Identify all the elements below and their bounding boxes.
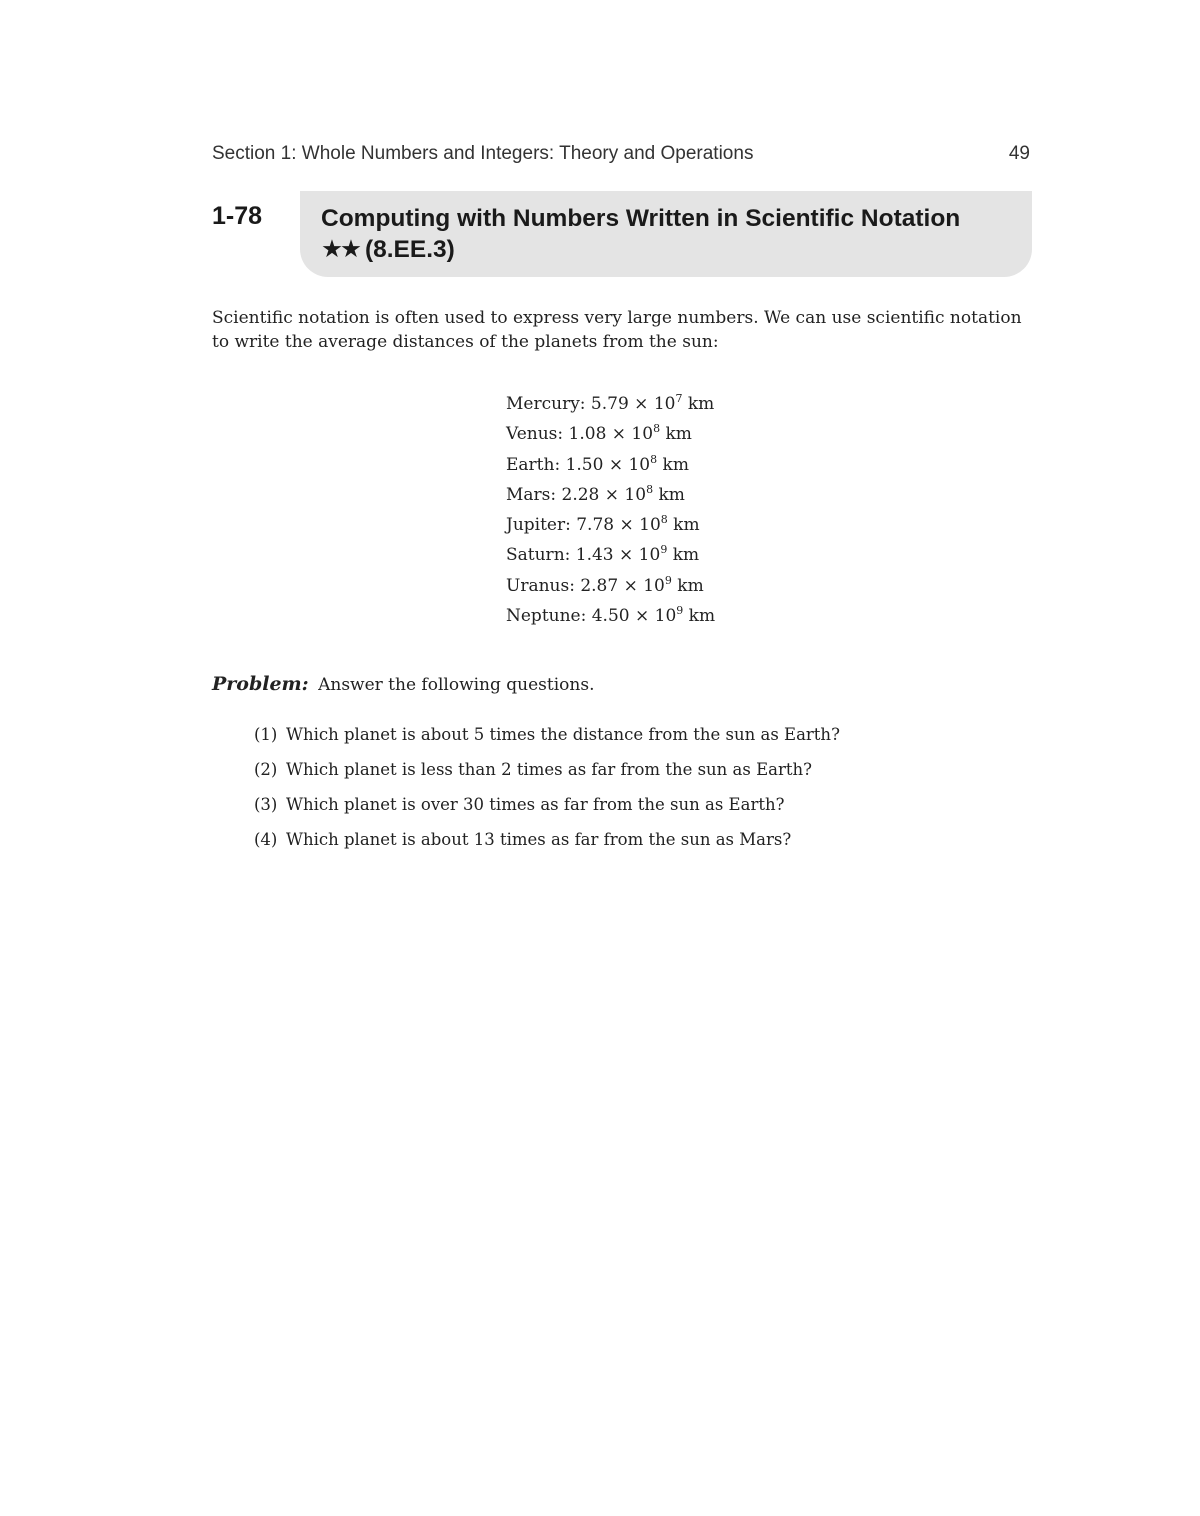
section-title: Section 1: Whole Numbers and Integers: Theory and Operations [212, 143, 754, 164]
planet-exponent: 9 [664, 573, 672, 587]
planet-exponent: 8 [660, 513, 668, 527]
activity-title: Computing with Numbers Written in Scientific Notation [321, 205, 961, 232]
question-number: (4) [254, 830, 278, 849]
question-text: Which planet is about 5 times the distance from the sun as Earth? [286, 725, 840, 744]
planet-exponent: 7 [675, 392, 683, 405]
planet-item [506, 540, 715, 570]
planet-unit: km [660, 424, 692, 445]
problem-statement [212, 673, 595, 695]
difficulty-stars-icon: ★★ [321, 236, 359, 263]
planet-unit: km [667, 545, 700, 566]
activity-title-block [321, 203, 960, 265]
problem-label: Problem: [212, 673, 309, 695]
question-text: Which planet is over 30 times as far from the sun as Earth? [286, 795, 785, 814]
problem-text: Answer the following questions. [318, 675, 595, 695]
planet-unit: km [653, 484, 685, 505]
planet-item [506, 480, 715, 510]
planet-label: Saturn: 1.43 × 10 [506, 545, 661, 566]
question-item [254, 827, 840, 862]
planet-unit: km [667, 515, 700, 536]
planet-label: Earth: 1.50 × 10 [506, 454, 651, 475]
question-text: Which planet is about 13 times as far from the sun as Mars? [286, 830, 792, 849]
question-item [254, 792, 840, 827]
planet-unit: km [683, 606, 716, 627]
page-number: 49 [1008, 143, 1030, 164]
planet-label: Neptune: 4.50 × 10 [506, 606, 677, 627]
planet-exponent: 9 [676, 604, 684, 618]
question-list [254, 722, 840, 862]
question-item [254, 757, 840, 792]
planet-label: Venus: 1.08 × 10 [506, 424, 654, 445]
activity-standard-line [321, 234, 960, 265]
title-banner [300, 191, 1032, 277]
planet-item [506, 510, 715, 540]
planet-exponent: 8 [653, 422, 661, 436]
question-item [254, 722, 840, 757]
planet-item [506, 389, 715, 419]
planet-item [506, 601, 715, 631]
planet-label: Mercury: 5.79 × 10 [506, 394, 676, 414]
planet-unit: km [671, 575, 704, 596]
planet-label: Jupiter: 7.78 × 10 [506, 515, 661, 536]
planet-item [506, 419, 715, 449]
planet-item [506, 571, 715, 601]
planet-unit: km [657, 454, 689, 475]
planet-unit: km [682, 394, 715, 414]
planet-distance-list [506, 389, 715, 631]
running-header [212, 143, 1032, 165]
planet-label: Uranus: 2.87 × 10 [506, 575, 665, 596]
intro-paragraph: Scientific notation is often used to express very large numbers. We can use scientific notation to write the average distances of the planets from the sun: [212, 308, 1022, 352]
activity-number: 1-78 [212, 202, 263, 230]
question-number: (2) [254, 760, 278, 779]
question-text: Which planet is less than 2 times as far from the sun as Earth? [286, 760, 812, 779]
planet-label: Mars: 2.28 × 10 [506, 484, 647, 505]
planet-exponent: 9 [660, 543, 668, 557]
question-number: (3) [254, 795, 278, 814]
planet-exponent: 8 [646, 482, 654, 496]
question-number: (1) [254, 725, 278, 744]
standard-code: (8.EE.3) [364, 236, 455, 263]
planet-item [506, 450, 715, 480]
planet-exponent: 8 [650, 452, 658, 466]
